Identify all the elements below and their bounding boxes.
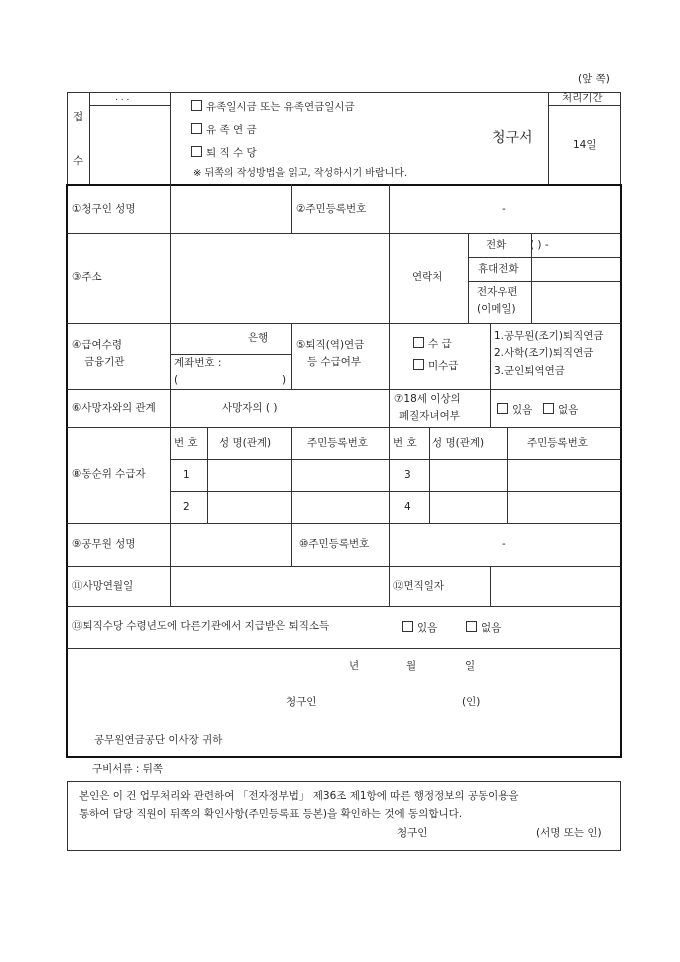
- col-line: [389, 233, 390, 323]
- email-label-line1: 전자우편: [477, 286, 518, 298]
- other-income-label: ⑬퇴직수당 수령년도에 다른기관에서 지급받은 퇴직소득: [72, 620, 330, 632]
- disabled-child-yes[interactable]: 있음: [497, 403, 532, 416]
- consent-left-border: [67, 781, 68, 851]
- period-header-line: [548, 105, 620, 106]
- reception-date-dots: . . .: [115, 93, 130, 103]
- row-line: [67, 427, 621, 428]
- col-line: [389, 427, 390, 523]
- phone-label: 전화: [486, 239, 507, 251]
- claimant-rrn-field[interactable]: -: [502, 203, 506, 215]
- pension-type-2: 2.사학(조기)퇴직연금: [494, 347, 594, 359]
- mobile-label: 휴대전화: [478, 263, 519, 275]
- reception-box-divider: [170, 92, 171, 184]
- col-line: [170, 566, 171, 606]
- row-line: [67, 389, 621, 390]
- email-field[interactable]: [532, 282, 620, 322]
- header-number: 번 호: [174, 437, 198, 449]
- consent-bottom-border: [67, 850, 621, 851]
- header-number: 번 호: [393, 437, 417, 449]
- date-month: 월: [406, 660, 417, 672]
- pension-status-label-line2: 등 수급여부: [307, 356, 362, 368]
- header-name-relation: 성 명(관계): [219, 437, 272, 449]
- col-line: [291, 427, 292, 523]
- row-number-3: 3: [404, 469, 411, 481]
- option-survivor-pension-checkbox[interactable]: [191, 123, 202, 134]
- consent-line-2: 통하여 담당 직원이 뒤쪽의 확인사항(주민등록표 등본)을 확인하는 것에 동의합니다.: [79, 808, 463, 820]
- account-holder-close: ): [282, 374, 287, 386]
- disabled-child-no-checkbox[interactable]: [543, 403, 554, 414]
- other-income-yes-checkbox[interactable]: [402, 621, 413, 632]
- receiving-checkbox[interactable]: [413, 337, 424, 348]
- col-line: [389, 566, 390, 606]
- header-name-relation: 성 명(관계): [432, 437, 485, 449]
- row-line: [67, 566, 621, 567]
- col-line: [507, 427, 508, 523]
- contact-label: 연락처: [412, 271, 443, 283]
- claimant-rrn-label: ②주민등록번호: [296, 203, 367, 215]
- other-income-no-checkbox[interactable]: [466, 621, 477, 632]
- relation-field[interactable]: 사망자의 ( ): [222, 402, 278, 414]
- col-line: [291, 184, 292, 233]
- claimant-name-field[interactable]: [171, 185, 290, 232]
- option-lump-sum-checkbox[interactable]: [191, 100, 202, 111]
- main-top-border: [66, 184, 622, 186]
- header-rrn: 주민등록번호: [527, 437, 588, 449]
- row-line: [170, 459, 621, 460]
- receiving-option[interactable]: 수 급: [413, 337, 452, 350]
- row-number-4: 4: [404, 501, 411, 513]
- account-number-label: 계좌번호 :: [174, 357, 222, 369]
- consent-top-border: [67, 781, 621, 782]
- pension-type-1: 1.공무원(조기)퇴직연금: [494, 330, 604, 342]
- main-right-border: [620, 184, 622, 757]
- disabled-child-no[interactable]: 없음: [543, 403, 578, 416]
- page-side-marker: (앞 쪽): [578, 73, 610, 85]
- col-line: [291, 523, 292, 566]
- seal-mark[interactable]: (인): [462, 696, 481, 708]
- disabled-child-label-line2: 폐질자녀여부: [399, 410, 460, 422]
- col-line: [389, 184, 390, 233]
- consent-signature-field[interactable]: (서명 또는 인): [536, 827, 602, 839]
- bank-label-line1: ④급여수령: [72, 339, 122, 351]
- other-income-no[interactable]: 없음: [466, 621, 501, 634]
- row-line: [170, 354, 291, 355]
- address-label: ③주소: [72, 271, 102, 283]
- phone-field[interactable]: ( ) -: [530, 239, 549, 251]
- col-line: [291, 323, 292, 389]
- not-receiving-option[interactable]: 미수급: [413, 359, 458, 372]
- option-survivor-pension[interactable]: 유 족 연 금: [191, 123, 257, 136]
- same-rank-label: ⑧동순위 수급자: [72, 468, 146, 480]
- disabled-child-yes-checkbox[interactable]: [497, 403, 508, 414]
- col-line: [389, 389, 390, 427]
- processing-period-value: 14일: [573, 139, 597, 151]
- instruction-note: ※ 뒤쪽의 작성방법을 읽고, 작성하시기 바랍니다.: [193, 168, 408, 179]
- consent-line-1: 본인은 이 건 업무처리와 관련하여 「전자정부법」 제36조 제1항에 따른 행정정보의 공동이용을: [79, 790, 519, 802]
- disabled-child-label-line1: ⑦18세 이상의: [394, 393, 461, 405]
- option-retirement-allowance[interactable]: 퇴 직 수 당: [191, 146, 257, 159]
- reception-label-top: 접: [73, 111, 84, 123]
- main-left-border: [66, 184, 68, 757]
- row-line: [67, 523, 621, 524]
- reception-label-bottom: 수: [73, 155, 84, 167]
- claimant-name-label: ①청구인 성명: [72, 203, 136, 215]
- form-title: 청구서: [492, 130, 533, 146]
- addressee: 공무원연금공단 이사장 귀하: [94, 734, 223, 746]
- row-line: [67, 606, 621, 607]
- other-income-yes[interactable]: 있음: [402, 621, 437, 634]
- pension-type-3: 3.군인퇴역연금: [494, 365, 565, 377]
- col-line: [429, 427, 430, 523]
- header-top-border: [67, 92, 621, 93]
- row-line: [170, 491, 621, 492]
- address-field[interactable]: [171, 234, 388, 322]
- option-lump-sum[interactable]: 유족일시금 또는 유족연금일시금: [191, 100, 355, 113]
- col-line: [490, 566, 491, 606]
- col-line: [207, 427, 208, 523]
- col-line: [389, 323, 390, 389]
- header-left-border: [67, 92, 68, 184]
- col-line: [490, 323, 491, 389]
- col-line: [468, 233, 469, 323]
- col-line: [490, 389, 491, 427]
- mobile-field[interactable]: [532, 258, 620, 280]
- row-number-2: 2: [183, 501, 190, 513]
- consent-claimant-label: 청구인: [397, 827, 428, 839]
- required-documents: 구비서류 : 뒤쪽: [92, 763, 164, 775]
- col-line: [389, 523, 390, 566]
- main-bottom-border: [66, 756, 622, 758]
- death-date-label: ⑪사망연월일: [72, 580, 134, 592]
- official-rrn-label: ⑩주민등록번호: [299, 538, 370, 550]
- dismissal-date-label: ⑫면직일자: [393, 580, 445, 592]
- row-line: [67, 648, 621, 649]
- official-name-label: ⑨공무원 성명: [72, 538, 136, 550]
- not-receiving-checkbox[interactable]: [413, 359, 424, 370]
- processing-period-label: 처리기간: [562, 92, 603, 104]
- email-label-line2: (이메일): [477, 303, 516, 315]
- header-rrn: 주민등록번호: [307, 437, 368, 449]
- option-retirement-allowance-checkbox[interactable]: [191, 146, 202, 157]
- bank-name-field[interactable]: 은행: [248, 332, 269, 344]
- reception-date-line: [89, 105, 170, 106]
- header-right-border: [620, 92, 621, 184]
- relation-label: ⑥사망자와의 관계: [72, 402, 156, 414]
- official-rrn-field[interactable]: -: [502, 538, 506, 550]
- row-number-1: 1: [183, 469, 190, 481]
- date-day: 일: [465, 660, 476, 672]
- account-holder-open: (: [174, 374, 179, 386]
- row-line: [67, 323, 621, 324]
- pension-status-label-line1: ⑤퇴직(역)연금: [296, 339, 365, 351]
- consent-right-border: [620, 781, 621, 851]
- date-year: 년: [349, 660, 360, 672]
- signature-claimant-label: 청구인: [286, 696, 317, 708]
- bank-label-line2: 금융기관: [84, 356, 125, 368]
